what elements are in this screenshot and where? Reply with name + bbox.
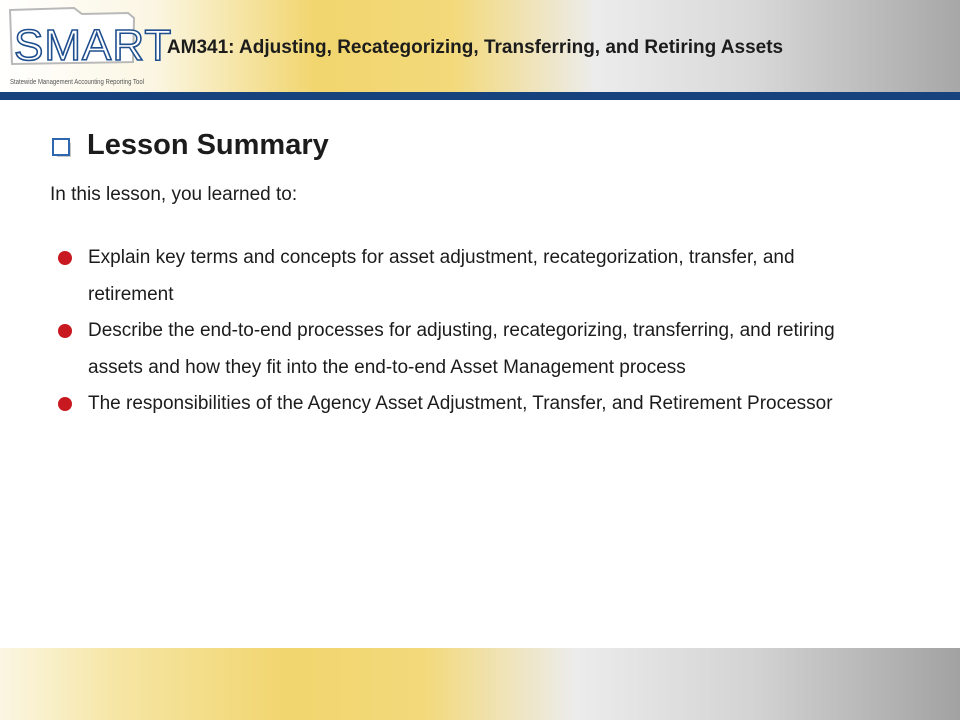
footer-band — [0, 648, 960, 720]
svg-text:SMART: SMART — [14, 21, 173, 70]
svg-text:Statewide Management Accountin: Statewide Management Accounting Reporting Tool — [10, 79, 145, 86]
section-title: Lesson Summary — [87, 128, 329, 161]
bullet-dot-icon — [58, 324, 72, 338]
bullet-dot-icon — [58, 251, 72, 265]
page-title: AM341: Adjusting, Recategorizing, Transferring, and Retiring Assets — [166, 37, 784, 58]
intro-text: In this lesson, you learned to: — [50, 184, 298, 205]
list-item — [58, 313, 878, 386]
section-heading — [52, 127, 329, 163]
list-item-text: Explain key terms and concepts for asset adjustment, recategorization, transfer, and retirement — [88, 247, 795, 305]
list-item — [58, 386, 878, 423]
bullet-dot-icon — [58, 397, 72, 411]
list-item-text: Describe the end-to-end processes for adjusting, recategorizing, transferring, and retiring assets and how they fit into the end-to-end Asset Management process — [88, 320, 835, 378]
checkbox-icon — [52, 136, 71, 155]
list-item — [58, 240, 878, 313]
smart-logo — [2, 4, 173, 90]
header-rule — [0, 92, 960, 100]
list-item-text: The responsibilities of the Agency Asset Adjustment, Transfer, and Retirement Processor — [88, 393, 833, 414]
summary-list — [58, 240, 878, 423]
